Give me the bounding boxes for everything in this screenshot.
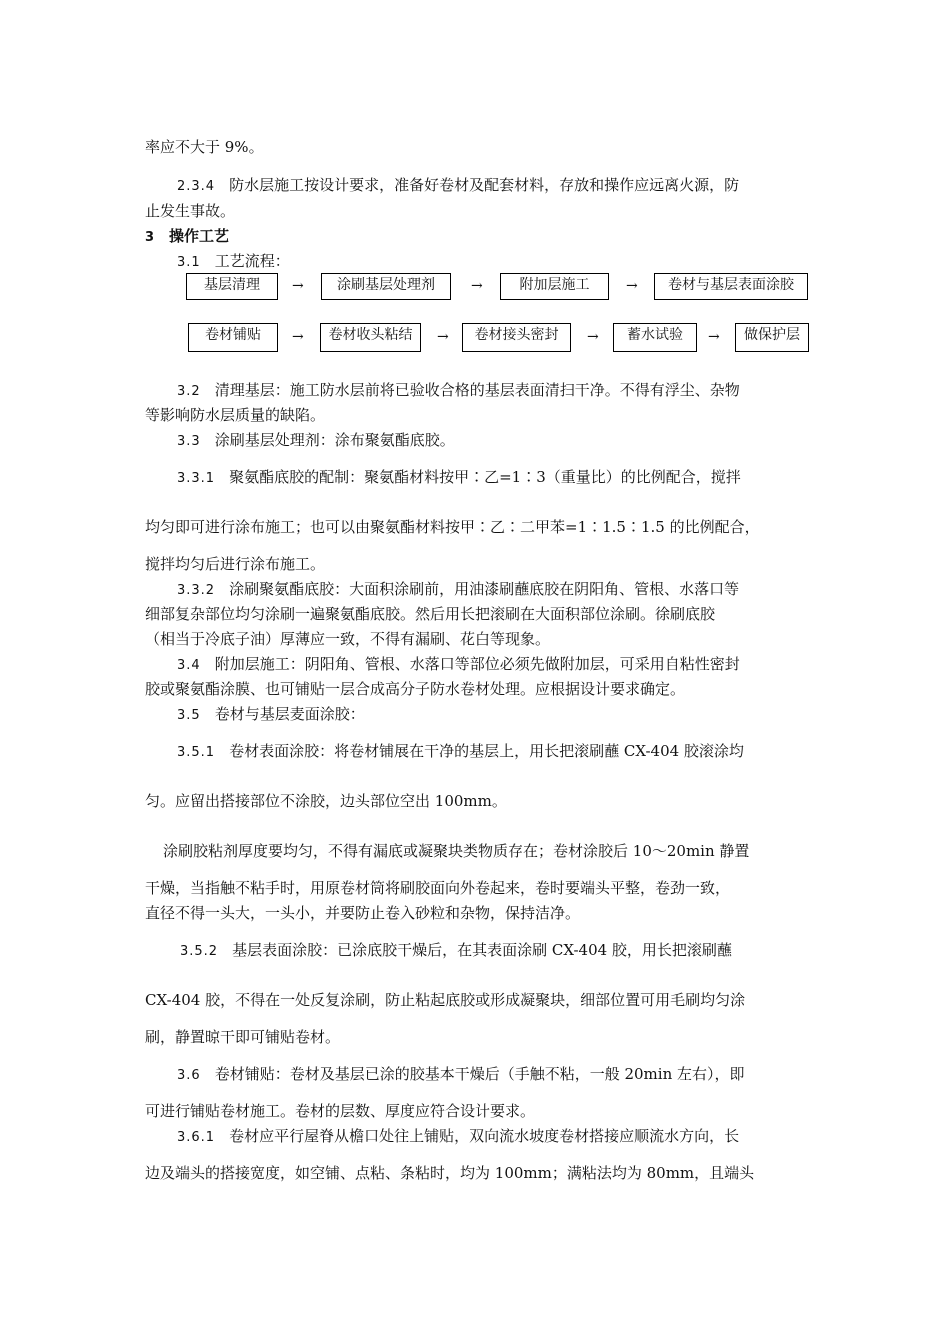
paragraph-3-5: 3.5 卷材与基层麦面涂胶： <box>177 705 365 723</box>
paragraph-3-5-2: 3.5.2 基层表面涂胶：已涂底胶干燥后，在其表面涂刷 CX-404 胶，用长把滚刷蘸 <box>180 941 732 959</box>
paragraph-3-3-1: 3.3.1 聚氨酯底胶的配制：聚氨酯材料按甲∶乙=1∶3（重量比）的比例配合，搅拌 <box>177 468 741 486</box>
section-heading-3: 3 操作工艺 <box>145 227 230 245</box>
flow-step-joint-sealing: 卷材接头密封 <box>462 323 571 352</box>
paragraph-3-5-1: 3.5.1 卷材表面涂胶：将卷材铺展在干净的基层上，用长把滚刷蘸 CX-404 胶滚涂均 <box>177 742 744 760</box>
flow-step-water-test: 蓄水试验 <box>613 323 697 352</box>
paragraph-line: 边及端头的搭接宽度，如空铺、点粘、条粘时，均为 100mm；满粘法均为 80mm，且端头 <box>145 1164 755 1182</box>
paragraph-line: 匀。应留出搭接部位不涂胶，边头部位空出 100mm。 <box>145 792 507 810</box>
paragraph-line: 胶或聚氨酯涂膜、也可铺贴一层合成高分子防水卷材处理。应根据设计要求确定。 <box>145 680 686 698</box>
paragraph-3-4: 3.4 附加层施工：阴阳角、管根、水落口等部位必须先做附加层，可采用自粘性密封 <box>177 655 740 673</box>
paragraph-line: （相当于冷底子油）厚薄应一致，不得有漏刷、花白等现象。 <box>145 630 551 648</box>
paragraph-3-3-2: 3.3.2 涂刷聚氨酯底胶：大面积涂刷前，用油漆刷蘸底胶在阴阳角、管根、水落口等 <box>177 580 740 598</box>
flow-arrow: → <box>292 329 304 345</box>
paragraph-3-6-1: 3.6.1 卷材应平行屋脊从檐口处往上铺贴，双向流水坡度卷材搭接应顺流水方向，长 <box>177 1127 740 1145</box>
paragraph-line: 涂刷胶粘剂厚度要均匀，不得有漏底或凝聚块类物质存在；卷材涂胶后 10～20min 静置 <box>163 842 750 860</box>
paragraph-line: 干燥，当指触不粘手时，用原卷材筒将刷胶面向外卷起来，卷时要端头平整，卷劲一致， <box>145 879 731 897</box>
paragraph-3-6: 3.6 卷材铺贴：卷材及基层已涂的胶基本干燥后（手触不粘，一般 20min 左右），即 <box>177 1065 745 1083</box>
paragraph-line: CX-404 胶，不得在一处反复涂刷，防止粘起底胶或形成凝聚块，细部位置可用毛刷均匀涂 <box>145 991 746 1009</box>
flow-step-base-cleaning: 基层清理 <box>186 273 278 300</box>
flow-arrow: → <box>626 278 638 294</box>
paragraph-3-1: 3.1 工艺流程： <box>177 252 290 270</box>
paragraph-line: 可进行铺贴卷材施工。卷材的层数、厚度应符合设计要求。 <box>145 1102 536 1120</box>
flow-arrow: → <box>708 329 720 345</box>
flow-arrow: → <box>292 278 304 294</box>
flow-arrow: → <box>587 329 599 345</box>
flow-step-glue-coating: 卷材与基层表面涂胶 <box>654 273 808 300</box>
flow-step-edge-bonding: 卷材收头粘结 <box>320 323 421 352</box>
flow-arrow: → <box>471 278 483 294</box>
paragraph-line: 搅拌均匀后进行涂布施工。 <box>145 555 326 573</box>
paragraph-line: 细部复杂部位均匀涂刷一遍聚氨酯底胶。然后用长把滚刷在大面积部位涂刷。徐刷底胶 <box>145 605 716 623</box>
paragraph-line: 刷，静置晾干即可铺贴卷材。 <box>145 1028 341 1046</box>
paragraph-2-3-4: 2.3.4 防水层施工按设计要求，准备好卷材及配套材料，存放和操作应远离火源，防 <box>177 176 740 194</box>
flow-step-membrane-laying: 卷材铺贴 <box>188 323 278 352</box>
paragraph-3-2: 3.2 清理基层：施工防水层前将已验收合格的基层表面清扫干净。不得有浮尘、杂物 <box>177 381 740 399</box>
paragraph-line: 止发生事故。 <box>145 202 236 220</box>
paragraph-line: 率应不大于 9%。 <box>145 138 264 156</box>
paragraph-3-3: 3.3 涂刷基层处理剂：涂布聚氨酯底胶。 <box>177 431 455 449</box>
flow-arrow: → <box>437 329 449 345</box>
flow-step-primer: 涂刷基层处理剂 <box>321 273 451 300</box>
flow-step-additional-layer: 附加层施工 <box>500 273 609 300</box>
paragraph-line: 等影响防水层质量的缺陷。 <box>145 406 326 424</box>
paragraph-line: 直径不得一头大，一头小，并要防止卷入砂粒和杂物，保持洁净。 <box>145 904 581 922</box>
flow-step-protection-layer: 做保护层 <box>735 323 809 352</box>
paragraph-line: 均匀即可进行涂布施工；也可以由聚氨酯材料按甲∶乙∶二甲苯=1∶1.5∶1.5 的比例配合， <box>145 518 760 536</box>
